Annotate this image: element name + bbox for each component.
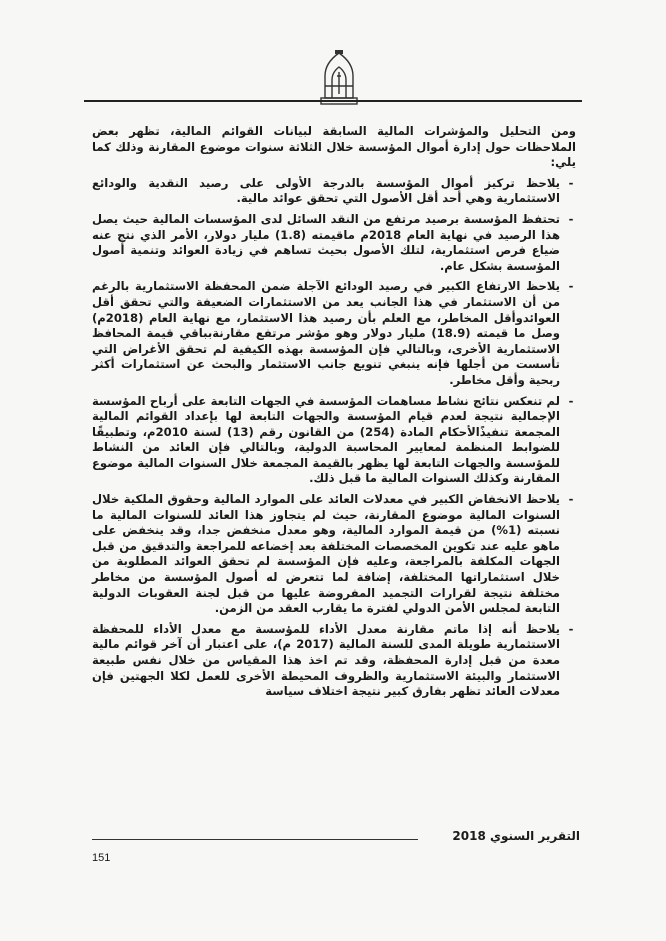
list-item [92,394,576,488]
list-item [92,176,576,207]
document-body [92,124,576,705]
page-number: 151 [92,852,111,864]
bullet-dash: - [568,279,574,294]
bullet-dash: - [568,621,574,636]
bullet-dash: - [568,175,574,190]
bullet-dash: - [568,492,574,507]
list-item-text: تحتفظ المؤسسة برصيد مرتفع من النقد السائل لدى المؤسسات المالية حيث يصل هذا الرصيد في نهاية العام 2018م ماقيمته (1.8) مليار دولار، الأمر الذي نتج عنه ضياع فرص استثمارية، لتلك الأصول بحيث تساهم في زيادة العوائد وتنمية أصول المؤسسة بشكل عام. [92,211,561,273]
list-item-text: يلاحظ تركيز أموال المؤسسة بالدرجة الأولى على رصيد النقدية والودائع الاستثمارية وهي أحد أقل الأصول التي تحقق عوائد مالية. [92,175,560,206]
list-item-text: يلاحظ الارتفاع الكبير في رصيد الودائع الآجلة ضمن المحفظة الاستثمارية بالرغم من أن الاستثمار في هذا الجانب يعد من الاستثمارات الضعيفة والتي تحقق أقل العوائدوأقل المخاطر، مع العلم بأن رصيد هذا الاستثمار، مع نهاية العام (2018م) وصل ما قيمته (18.9) مليار دولار وهو مؤشر مرتفع مقارنةبباقي قيمة المحافظ الاستثمارية الأخرى، وبالتالي فإن المؤسسة بهذه الكيفية لم تحقق الأغراض التي تأسست من أجلها فإنه ينبغي تنويع جانب الاستثمار والبحث عن استثمارات أكثر ربحية وأقل مخاطر. [92,279,560,387]
list-item [92,212,576,274]
list-item-text: يلاحظ أنه إذا ماتم مقارنة معدل الأداء للمؤسسة مع معدل الأداء للمحفظة الاستثمارية طويلة المدى للسنة المالية (2017 م)، على اعتبار أن آخر قوائم مالية معدة من قبل إدارة المحفظة، وقد تم اخذ هذا المقياس من خلال نفس طبيعة الاستثمار والبيئة الاستثمارية والظروف المحيطة الأخرى للعمل لكلا الجهتين فإن معدلات العائد تظهر بفارق كبير نتيجة اختلاف سياسة [92,621,560,699]
list-item [92,279,576,388]
header-rule [84,100,582,102]
list-item [92,622,576,700]
observations-list [92,176,576,700]
list-item [92,492,576,617]
footer-report-label: التقرير السنوي 2018 [452,829,580,843]
intro-paragraph: ومن التحليل والمؤشرات المالية السابقة لبيانات القوائم المالية، تظهر بعض الملاحظات حول إدارة أموال المؤسسة خلال الثلاثة سنوات موضوع المقارنة وذلك كما يلي: [92,124,576,170]
footer-rule [92,839,418,840]
bullet-dash: - [568,393,574,408]
list-item-text: يلاحظ الانخفاض الكبير في معدلات العائد على الموارد المالية وحقوق الملكية خلال السنوات المالية موضوع المقارنة، حيث لم يتجاوز هذا العائد للسنوات المالية ما نسبته (1%) من قيمة الموارد المالية، وهو معدل منخفض جدا، وقد ينخفض على ماهو عليه عند تكوين المخصصات المختلفة بعد إخضاعه للمراجعة والتدقيق من قبل الجهات المكلفة بالمراجعة، وعليه فإن المؤسسة لم تحقق العوائد المطلوبة من خلال استثماراتها المختلفة، إضافة لما تتعرض له أصول المؤسسة من مخاطر مختلفة نتيجة لقرارات التجميد المفروضة عليها من قبل لجنة العقوبات الدولية التابعة لمجلس الأمن الدولي لفترة ما يقارب العقد من الزمن. [92,492,561,616]
bullet-dash: - [568,211,574,226]
list-item-text: لم تنعكس نتائج نشاط مساهمات المؤسسة في الجهات التابعة على أرباح المؤسسة الإجمالية نتيجة لعدم قيام المؤسسة والجهات التابعة لها بإعداد القوائم المالية المجمعة تنفيذًالأحكام المادة (254) من القانون رقم (13) لسنة 2010م، وتطبيقًا للضوابط المنظمة لمعايير المحاسبة الدولية، وبالتالي فإن العائد من النشاط للمؤسسة والجهات التابعة لها يظهر بالقيمة المجمعة خلال السنوات المالية موضوع المقارنة وكذلك السنوات المالية ما قبل ذلك. [92,393,560,486]
